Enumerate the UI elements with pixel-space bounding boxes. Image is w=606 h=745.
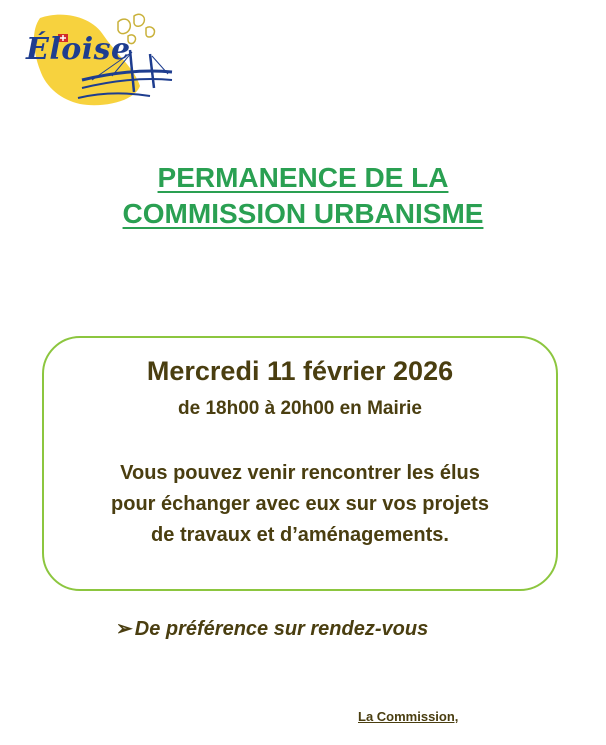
- arrow-bullet-icon: ➢: [116, 618, 133, 640]
- event-hours: de 18h00 à 20h00 en Mairie: [178, 398, 422, 419]
- appointment-note-text: De préférence sur rendez-vous: [134, 618, 429, 640]
- event-date: Mercredi 11 février 2026: [146, 356, 454, 386]
- event-message: [44, 458, 556, 551]
- event-message-line: pour échanger avec eux sur vos projets: [111, 493, 489, 515]
- signature: La Commission,: [358, 709, 459, 724]
- eloise-logo: [22, 10, 182, 110]
- logo-text: Éloise: [26, 32, 131, 67]
- event-message-line: de travaux et d’aménagements.: [151, 524, 449, 546]
- event-info-box: [42, 336, 558, 591]
- page-title-line-2: COMMISSION URBANISME: [122, 198, 484, 229]
- page-title-line-1: PERMANENCE DE LA: [157, 162, 449, 193]
- event-message-line: Vous pouvez venir rencontrer les élus: [120, 462, 480, 484]
- appointment-note: [116, 616, 428, 641]
